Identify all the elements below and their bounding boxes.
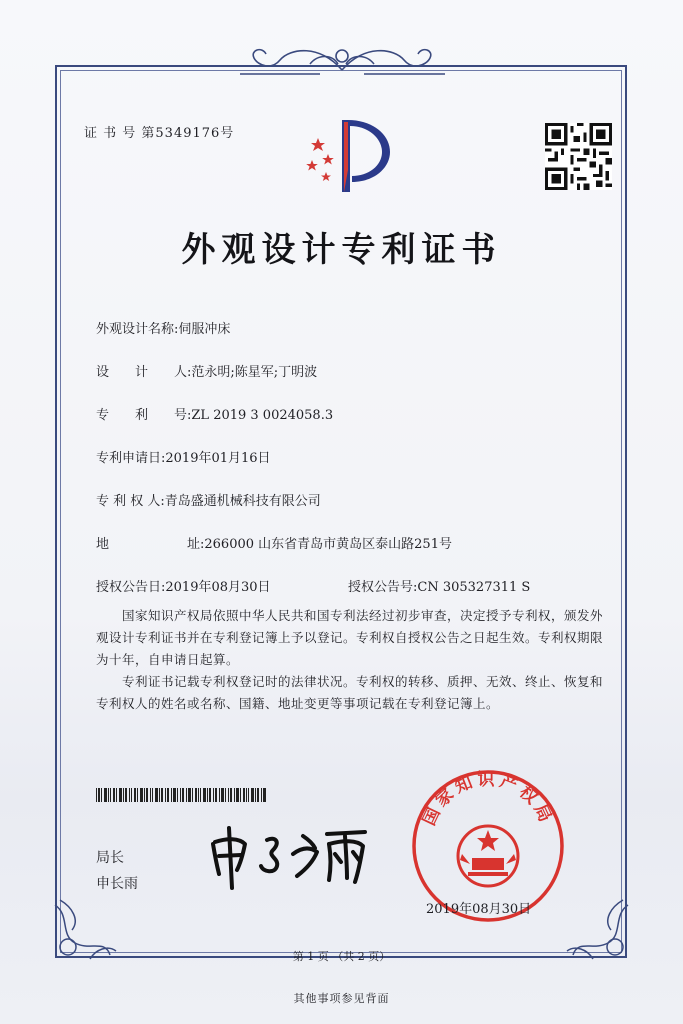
director-signature	[205, 822, 370, 890]
grant-number-label: 授权公告号:	[348, 580, 418, 595]
address-value: 266000 山东省青岛市黄岛区泰山路251号	[204, 537, 452, 552]
design-name-label: 外观设计名称:	[96, 322, 179, 337]
director-title: 局长	[96, 850, 124, 866]
top-ornament	[240, 40, 445, 78]
patent-number-label: 专 利 号:	[96, 408, 192, 423]
certificate-title: 外观设计专利证书	[181, 230, 502, 270]
footer-note: 其他事项参见背面	[293, 992, 390, 1005]
filing-date-value: 2019年01月16日	[165, 451, 271, 466]
seal-date: 2019年08月30日	[426, 902, 532, 917]
grant-date-label: 授权公告日:	[96, 580, 166, 595]
patentee-row	[96, 490, 321, 509]
design-name-value: 伺服冲床	[178, 322, 231, 337]
legal-status-paragraph: 专利证书记载专利权登记时的法律状况。专利权的转移、质押、无效、终止、恢复和专利权人的姓名或名称、国籍、地址变更等事项记载在专利登记簿上。	[96, 674, 604, 711]
design-name-row	[96, 318, 230, 337]
patentee-value: 青岛盛通机械科技有限公司	[164, 494, 321, 509]
patentee-label: 专 利 权 人:	[96, 494, 165, 509]
grant-date-value: 2019年08月30日	[165, 580, 271, 595]
certificate-number: 证 书 号 第5349176号	[84, 126, 235, 141]
svg-text:国家知识产权局	[419, 770, 556, 829]
qr-code	[545, 123, 612, 190]
filing-date-label: 专利申请日:	[96, 451, 166, 466]
cnipa-logo-icon	[298, 110, 398, 200]
address-label: 地 址:	[96, 537, 205, 552]
grant-number-value: CN 305327311 S	[417, 580, 531, 595]
page-number: 第 1 页 （共 2 页）	[292, 950, 391, 963]
address-row	[96, 533, 452, 552]
grant-number-row	[348, 576, 530, 595]
director-name: 申长雨	[96, 876, 138, 892]
grant-date-row	[96, 576, 271, 595]
patent-number-value: ZL 2019 3 0024058.3	[191, 408, 334, 423]
patent-number-row	[96, 404, 333, 423]
filing-date-row	[96, 447, 271, 466]
barcode	[96, 788, 266, 802]
seal-text: 国家知识产权局	[419, 770, 557, 829]
grant-statement-paragraph: 国家知识产权局依照中华人民共和国专利法经过初步审查，决定授予专利权，颁发外观设计专利证书并在专利登记簿上予以登记。专利权自授权公告之日起生效。专利权期限为十年，自申请日起算。	[96, 608, 604, 667]
designer-label: 设 计 人:	[96, 365, 192, 380]
designer-value: 范永明;陈星军;丁明波	[191, 365, 318, 380]
designer-row	[96, 361, 317, 380]
